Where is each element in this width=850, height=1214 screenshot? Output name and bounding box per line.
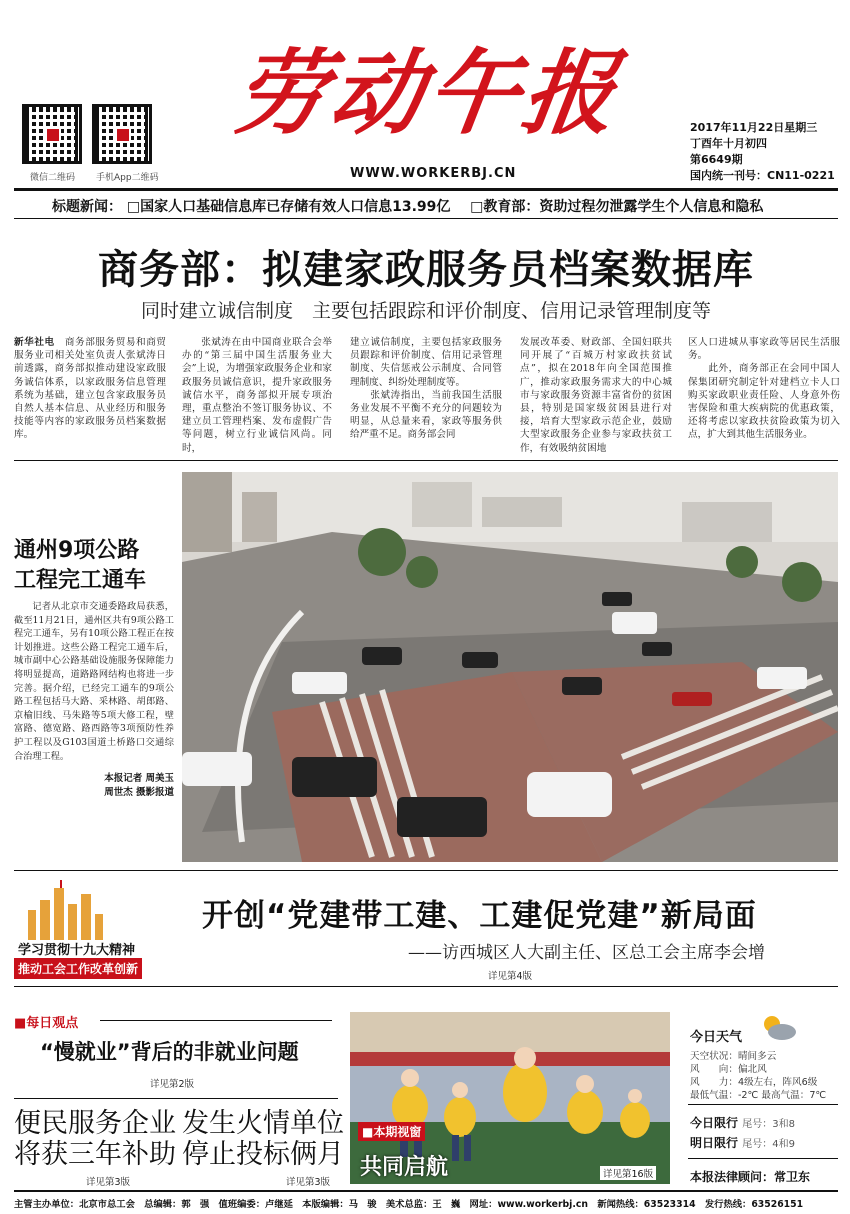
building-icon	[22, 880, 112, 940]
brief-right[interactable]	[182, 1108, 344, 1170]
window-tag: ■本期视窗	[358, 1122, 425, 1141]
lead-column-3: 建立诚信制度，主要包括家政服务员跟踪和评价制度、信用记录管理制度、失信惩戒公示制度、合同管理制度、纠纷处理制度等。 张斌涛指出，当前我国生活服务业发展不平衡不充分的问题较为明显，从总量来看，家政等服务供给严重不足。商务部会同	[350, 337, 502, 441]
side-story-title[interactable]	[14, 536, 174, 596]
legal-advisor: 本报法律顾问：常卫东	[690, 1170, 811, 1184]
divider	[14, 218, 838, 219]
party-badge	[14, 880, 164, 980]
weather-title: 今日天气	[690, 1030, 743, 1045]
lead-text: 商务部服务贸易和商贸服务业司相关处室负责人张斌涛日前透露，商务部拟推动建设家政服务诚信体系，以家政服务信息管理系统为基础，建立包含家政服务员自然人基本信息、从业经历和服务技能等内容的家政服务员档案数据库。	[14, 337, 166, 441]
weather-details	[690, 1050, 826, 1102]
limit-value: 尾号：4和9	[742, 1139, 795, 1150]
intersection-illustration	[182, 472, 838, 862]
divider	[100, 1020, 332, 1021]
qr-code-app	[92, 104, 152, 164]
weather-line: 最低气温：-2℃ 最高气温：7℃	[690, 1090, 827, 1101]
brief-line: 将获三年补助	[14, 1139, 176, 1170]
partly-cloudy-icon	[758, 1012, 798, 1042]
lead-column-4: 发展改革委、财政部、全国妇联共同开展了“百城万村家政扶贫试点”，拟在2018年向全国范围推广，推动家政服务需求大的中心城市与家政服务资源丰富省份的贫困县，特别是国家级贫困县进行对接，培育大型家政示范企业，鼓励大型家政服务企业参与家政扶贫工作，有效吸纳贫困地	[520, 337, 672, 454]
qr-wechat-label: 微信二维码	[30, 173, 76, 183]
headline-news-bar	[52, 196, 763, 216]
weather-line: 风 力：4级左右，阵风6级	[690, 1077, 818, 1088]
lead-headline[interactable]: 商务部：拟建家政服务员档案数据库	[98, 247, 754, 293]
headline-item[interactable]: □国家人口基础信息库已存储有效人口信息13.99亿	[126, 199, 451, 215]
today-limit	[690, 1114, 795, 1131]
feature-headline[interactable]: 开创“党建带工建、工建促党建”新局面	[202, 898, 757, 934]
lead-column-5: 区人口进城从事家政等居民生活服务。 此外，商务部正在会同中国人保集团研究制定针对建档立卡人口购买家政职业责任险、人身意外伤害保险和重大疾病院的优惠政策，还将考虑以家政扶贫险政策为切入点，扩大到其他生活服务业。	[688, 337, 840, 441]
footer-rule	[14, 1190, 838, 1192]
qr-code-wechat	[22, 104, 82, 164]
dateline: 新华社电	[14, 337, 55, 348]
divider	[688, 1158, 838, 1159]
newspaper-logo: 劳动午报	[227, 39, 627, 147]
daily-view-label: ■每日观点	[14, 1016, 79, 1031]
photo-credit	[14, 772, 174, 800]
credit-line: 周世杰 摄影报道	[104, 787, 174, 798]
limit-label: 明日限行	[690, 1136, 739, 1150]
see-page-link[interactable]: 详见第3版	[286, 1177, 331, 1188]
daily-view-title[interactable]: “慢就业”背后的非就业问题	[40, 1040, 299, 1064]
issue-number: 第6649期	[690, 153, 743, 166]
brief-line: 发生火情单位	[182, 1108, 344, 1139]
brief-line: 停止投标俩月	[182, 1139, 344, 1170]
side-title-line: 工程完工通车	[14, 568, 147, 593]
see-page-link[interactable]: 详见第4版	[488, 971, 533, 982]
brief-left[interactable]	[14, 1108, 176, 1170]
side-story-body: 记者从北京市交通委路政局获悉，截至11月21日，通州区共有9项公路工程完工通车，另有10项公路工程正在按计划推进。这些公路工程完工通车后，城市副中心公路基础设施服务保障能力将明显提高，道路路网结构也将进一步完善。据介绍，已经完工通车的9项公路工程包括马大路、采林路、胡郎路、京榆旧线、马朱路等5项大修工程，壁富路、德宽路、路西路等3项预防性养护工程以及G103国道土桥路口交通综合治理工程。	[14, 601, 174, 762]
headline-label: 标题新闻：	[52, 199, 122, 215]
weather-line: 风 向：偏北风	[690, 1064, 767, 1075]
window-title: 共同启航	[360, 1155, 449, 1180]
children-photo[interactable]	[350, 1012, 670, 1184]
publication-code: 国内统一刊号：CN11-0221	[690, 169, 835, 182]
headline-item[interactable]: □教育部：资助过程勿泄露学生个人信息和隐私	[470, 199, 764, 215]
limit-label: 今日限行	[690, 1116, 739, 1130]
lead-subtitle: 同时建立诚信制度 主要包括跟踪和评价制度、信用记录管理制度等	[140, 300, 711, 322]
credit-line: 本报记者 周美玉	[104, 773, 174, 784]
lunar-line: 丁酉年十月初四	[690, 137, 767, 150]
daily-view-tag	[14, 1012, 78, 1031]
footer-credits: 主管主办单位：北京市总工会 总编辑：郭 强 值班编委：卢继延 本版编辑：马 骏 美术总监：王 巍 网址：www.workerbj.cn 新闻热线：63523314 发行热线：63526151	[14, 1199, 804, 1210]
feature-subtitle: ——访西城区人大副主任、区总工会主席李会增	[408, 943, 765, 963]
side-title-line: 通州9项公路	[14, 538, 140, 563]
see-page-link[interactable]: 详见第3版	[86, 1177, 131, 1188]
qr-app-label: 手机App二维码	[96, 173, 159, 183]
divider	[14, 460, 838, 461]
lead-column-1	[14, 336, 166, 442]
site-url[interactable]: WWW.WORKERBJ.CN	[350, 166, 517, 181]
issue-info	[690, 120, 835, 184]
weather-line: 天空状况：晴间多云	[690, 1051, 777, 1062]
intersection-photo	[182, 472, 838, 862]
divider	[14, 1098, 338, 1099]
divider	[14, 986, 838, 987]
date-line: 2017年11月22日星期三	[690, 121, 818, 134]
see-page-link[interactable]: 详见第16版	[600, 1166, 656, 1180]
badge-line-1: 学习贯彻十九大精神	[18, 943, 136, 958]
tomorrow-limit	[690, 1134, 795, 1151]
divider	[14, 870, 838, 871]
brief-line: 便民服务企业	[14, 1108, 176, 1139]
see-page-link[interactable]: 详见第2版	[150, 1079, 195, 1090]
masthead-rule	[14, 188, 838, 191]
lead-column-2: 张斌涛在由中国商业联合会举办的“第三届中国生活服务业大会”上说，为增强家政服务企业和家政服务员诚信意识，提升家政服务诚信水平，商务部拟开展专项治理，重点整治不签订服务协议、不建立员工管理档案、发布虚假广告等问题，树立行业诚信风尚。同时，	[182, 337, 332, 454]
divider	[688, 1104, 838, 1105]
badge-line-2: 推动工会工作改革创新	[14, 958, 142, 979]
limit-value: 尾号：3和8	[742, 1119, 795, 1130]
